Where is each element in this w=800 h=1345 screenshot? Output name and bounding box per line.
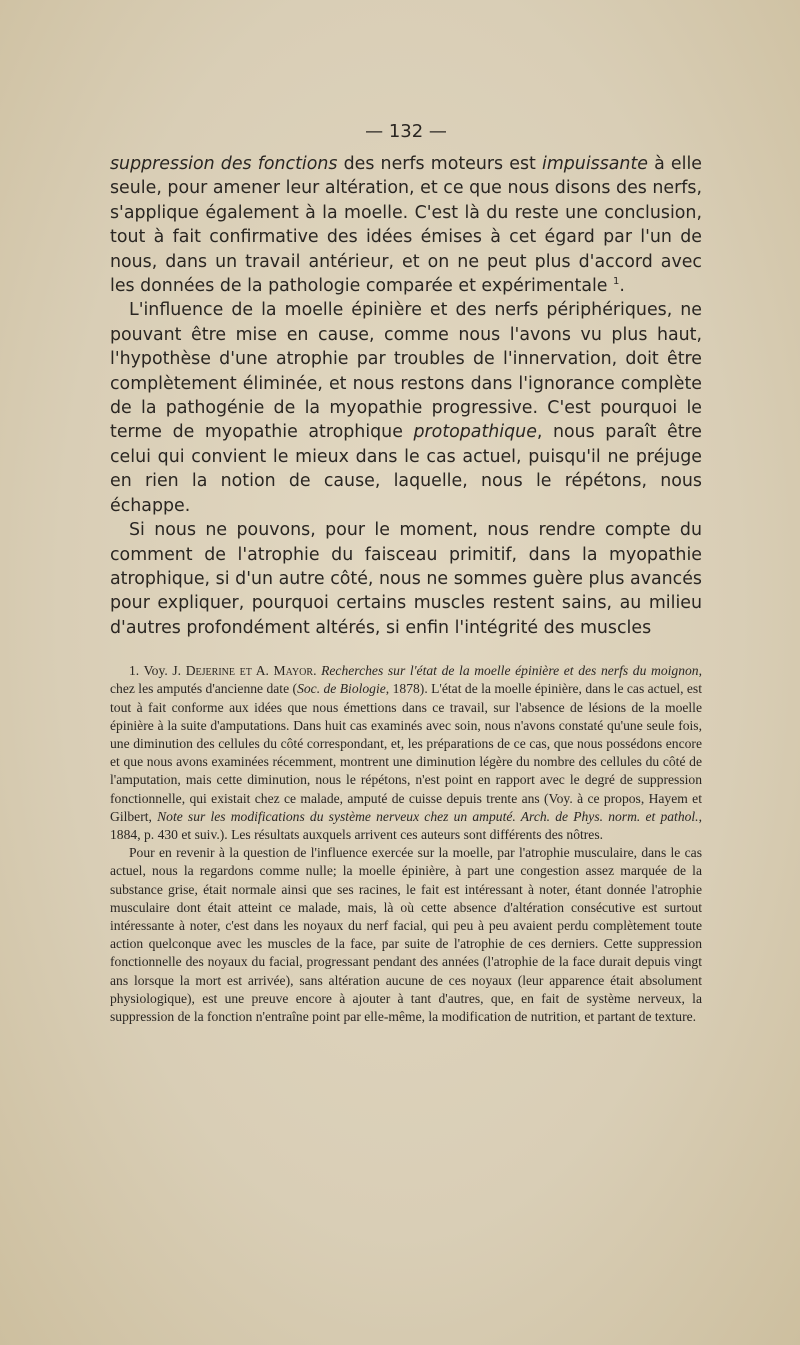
citation-title: Recherches sur l'état de la moelle épinière et des nerfs du moignon <box>321 663 699 679</box>
citation-title: Note sur les modifications du système nerveux chez un amputé. Arch. de Phys. norm. et pathol. <box>157 808 699 824</box>
text-span: , 1884, p. 430 et suiv.). Les résultats auxquels arrivent ces auteurs sont différents des nôtres. <box>110 808 702 842</box>
text-span: . <box>619 276 625 297</box>
text-span: , nous paraît être celui qui convient le mieux dans le cas actuel, puisqu'il ne préjuge en rien la notion de cause, laquelle, nous le répétons, nous échappe. <box>110 422 703 516</box>
citation-journal: Soc. de Biologie <box>297 681 386 697</box>
page-content <box>110 118 702 1026</box>
main-text <box>110 152 702 640</box>
footnote-continuation: Pour en revenir à la question de l'influence exercée sur la moelle, par l'atrophie musculaire, dans le cas actuel, nous la regardons comme nulle; la moelle épinière, à part une congestion assez marquée de la substance grise, était normale ainsi que ses racines, le fait est intéressant à noter, étant donnée l'atrophie musculaire dont était atteint ce malade, mais, là où cette absence d'altération consécutive est surtout intéressante à noter, c'est dans les noyaux du nerf facial, qui peu à peu avaient perdu complètement toute action quelconque avec les muscles de la face, par suite de l'atrophie de ces derniers. Cette suppression fonctionnelle des noyaux du facial, progressant pendant des années (l'atrophie de la face durait depuis vingt ans lorsque la mort est arrivée), sans altération aucune de ces noyaux (leur apparence était absolument physiologique), est une preuve encore à ajouter à tant d'autres, que, en fait de système nerveux, la suppression de la fonction n'entraîne point par elle-même, la modification de nutrition, et partant de texture. <box>110 845 702 1024</box>
footnotes <box>110 662 702 1026</box>
text-span: 1. Voy. J. <box>129 663 186 679</box>
paragraph-3: Si nous ne pouvons, pour le moment, nous rendre compte du comment de l'atrophie du faisceau primitif, dans la myopathie atrophique, si d'un autre côté, nous ne sommes guère plus avancés pour expliquer, pourquoi certains muscles restent sains, au milieu d'autres profondément altérés, si enfin l'intégrité des muscles <box>110 520 702 638</box>
footnote-marker: 1 <box>613 276 620 288</box>
page-number: — 132 — <box>365 121 447 142</box>
text-span: L'influence de la moelle épinière et des nerfs périphériques, ne pouvant être mise en cause, comme nous l'avons vu plus haut, l'hypothèse d'une atrophie par troubles de l'innervation, doit être complètement éliminée, et nous restons dans l'ignorance complète de la pathogénie de la myopathie progressive. C'est pourquoi le terme de myopathie atrophique <box>110 300 702 443</box>
text-span: des nerfs moteurs est <box>337 154 542 174</box>
text-span: , chez les amputés d'ancienne date ( <box>110 663 702 697</box>
paragraph-2 <box>110 298 702 518</box>
paragraph-1 <box>110 152 702 298</box>
text-span: . <box>313 663 322 679</box>
author-names: Dejerine et A. Mayor <box>185 663 314 679</box>
text-span: , 1878). L'état de la moelle épinière, dans le cas actuel, est tout à fait conforme aux idées que nous émettions dans ce travail, sur l'absence de lésions de la moelle épinière à la suite d'amputations. Dans huit cas examinés avec soin, nous n'avons constaté qu'une seule fois, une diminution des cellules du côté correspondant, et, les préparations de ce cas, que nous possédons encore et que nous avons examinées récemment, montrent une diminution légère du nombre des cellules du côté de l'amputation, mais cette diminution, nous le répétons, n'est point en rapport avec le degré de suppression fonctionnelle, qui existait chez ce malade, amputé de cuisse depuis trente ans (Voy. à ce propos, Hayem et Gilbert, <box>110 681 703 824</box>
emphasis: impuissante <box>541 154 648 174</box>
text-span: à elle seule, pour amener leur altération, et ce que nous disons des nerfs, s'applique également à la moelle. C'est là du reste une conclusion, tout à fait confirmative des idées émises à cet égard par l'un de nous, dans un travail antérieur, et on ne peut plus d'accord avec les données de la pathologie comparée et expérimentale <box>110 154 702 297</box>
footnote-1 <box>110 662 702 844</box>
emphasis: suppression des fonctions <box>110 154 338 174</box>
emphasis: protopathique <box>413 422 537 443</box>
